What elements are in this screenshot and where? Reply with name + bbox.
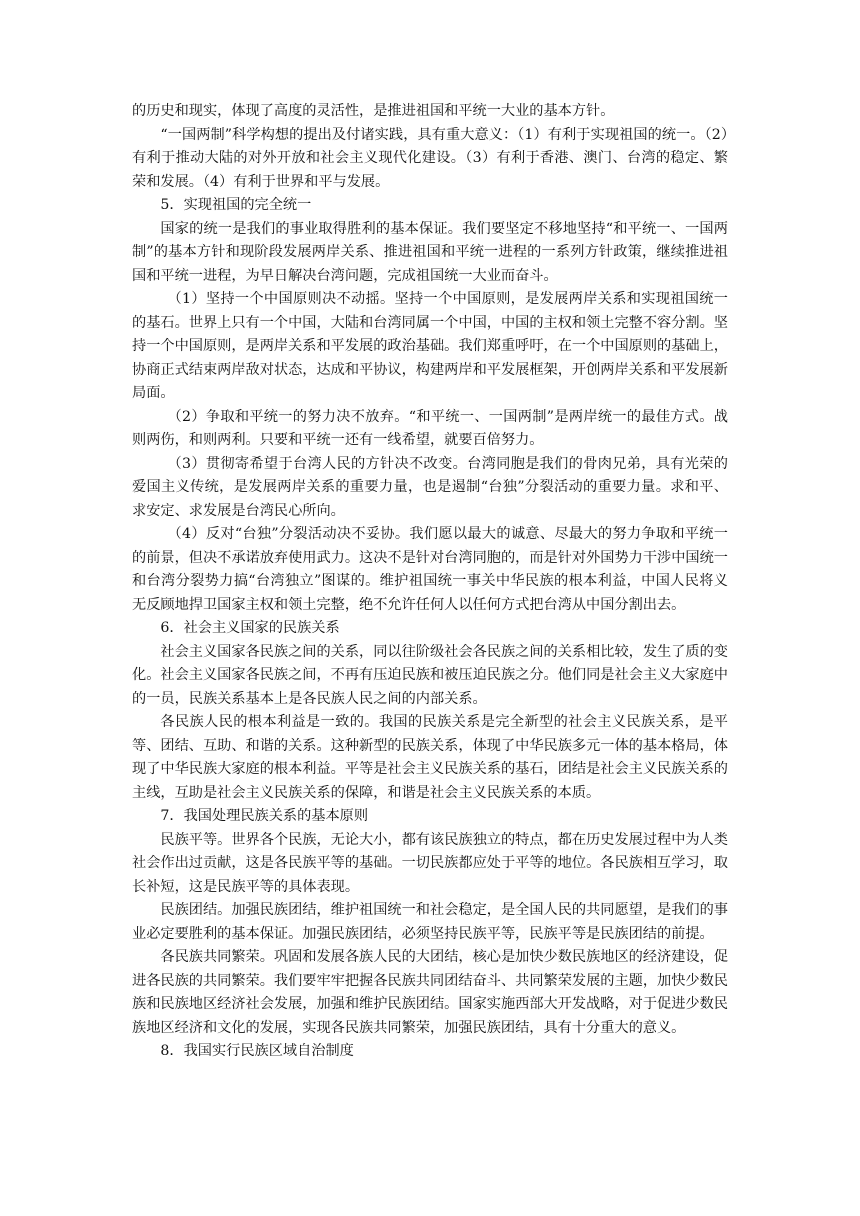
paragraph-national-unification: 国家的统一是我们的事业取得胜利的基本保证。我们要坚定不移地坚持“和平统一、一国两制”的基本方针和现阶段发展两岸关系、推进祖国和平统一进程的一系列方针政策，继续推进祖国和平统一进程，为早日解决台湾问题，完成祖国统一大业而奋斗。 xyxy=(132,220,728,284)
paragraph-ethnic-unity: 民族团结。加强民族团结，维护祖国统一和社会稳定，是全国人民的共同愿望，是我们的事业必定要胜利的基本保证。加强民族团结，必须坚持民族平等，民族平等是民族团结的前提。 xyxy=(132,902,728,942)
paragraph-point-3: （3）贯彻寄希望于台湾人民的方针决不改变。台湾同胞是我们的骨肉兄弟，具有光荣的爱国主义传统，是发展两岸关系的重要力量，也是遏制“台独”分裂活动的重要力量。求和平、求安定、求发展是台湾民心所向。 xyxy=(132,455,728,519)
paragraph-ethnic-relations-nature: 各民族人民的根本利益是一致的。我国的民族关系是完全新型的社会主义民族关系，是平等、团结、互助、和谐的关系。这种新型的民族关系，体现了中华民族多元一体的基本格局，体现了中华民族大家庭的根本利益。平等是社会主义民族关系的基石，团结是社会主义民族关系的主线，互助是社会主义民族关系的保障，和谐是社会主义民族关系的本质。 xyxy=(132,714,728,801)
section-heading-6: 6．社会主义国家的民族关系 xyxy=(160,620,340,636)
section-heading-5: 5．实现祖国的完全统一 xyxy=(160,197,312,213)
paragraph-ethnic-equality: 民族平等。世界各个民族，无论大小，都有该民族独立的特点，都在历史发展过程中为人类社会作出过贡献，这是各民族平等的基础。一切民族都应处于平等的地位。各民族相互学习，取长补短，这是民族平等的具体表现。 xyxy=(132,831,728,895)
paragraph-point-2: （2）争取和平统一的努力决不放弃。“和平统一、一国两制”是两岸统一的最佳方式。战则两伤，和则两利。只要和平统一还有一线希望，就要百倍努力。 xyxy=(132,408,728,448)
section-heading-7: 7．我国处理民族关系的基本原则 xyxy=(160,808,369,824)
paragraph-continued: 的历史和现实，体现了高度的灵活性，是推进祖国和平统一大业的基本方针。 xyxy=(132,103,615,119)
paragraph-point-1: （1）坚持一个中国原则决不动摇。坚持一个中国原则，是发展两岸关系和实现祖国统一的基石。世界上只有一个中国，大陆和台湾同属一个中国，中国的主权和领土完整不容分割。坚持一个中国原则，是两岸关系和平发展的政治基础。我们郑重呼吁，在一个中国原则的基础上，协商正式结束两岸敌对状态，达成和平协议，构建两岸和平发展框架，开创两岸关系和平发展新局面。 xyxy=(132,291,728,401)
paragraph-ethnic-relations-change: 社会主义国家各民族之间的关系，同以往阶级社会各民族之间的关系相比较，发生了质的变化。社会主义国家各民族之间，不再有压迫民族和被压迫民族之分。他们同是社会主义大家庭中的一员，民族关系基本上是各民族人民之间的内部关系。 xyxy=(132,643,728,707)
section-heading-8: 8．我国实行民族区域自治制度 xyxy=(160,1043,354,1059)
paragraph-common-prosperity: 各民族共同繁荣。巩固和发展各族人民的大团结，核心是加快少数民族地区的经济建设，促进各民族的共同繁荣。我们要牢牢把握各民族共同团结奋斗、共同繁荣发展的主题，加快少数民族和民族地区经济社会发展，加强和维护民族团结。国家实施西部大开发战略，对于促进少数民族地区经济和文化的发展，实现各民族共同繁荣，加强民族团结，具有十分重大的意义。 xyxy=(132,949,728,1036)
paragraph-point-4: （4）反对“台独”分裂活动决不妥协。我们愿以最大的诚意、尽最大的努力争取和平统一的前景，但决不承诺放弃使用武力。这决不是针对台湾同胞的，而是针对外国势力干涉中国统一和台湾分裂势力搞“台湾独立”图谋的。维护祖国统一事关中华民族的根本利益，中国人民将义无反顾地捍卫国家主权和领土完整，绝不允许任何人以任何方式把台湾从中国分割出去。 xyxy=(132,526,728,613)
paragraph-one-country-two-systems-significance: “一国两制”科学构想的提出及付诸实践，具有重大意义：（1）有利于实现祖国的统一。（2）有利于推动大陆的对外开放和社会主义现代化建设。（3）有利于香港、澳门、台湾的稳定、繁荣和发展。（4）有利于世界和平与发展。 xyxy=(132,126,728,190)
document-page xyxy=(132,100,728,1064)
